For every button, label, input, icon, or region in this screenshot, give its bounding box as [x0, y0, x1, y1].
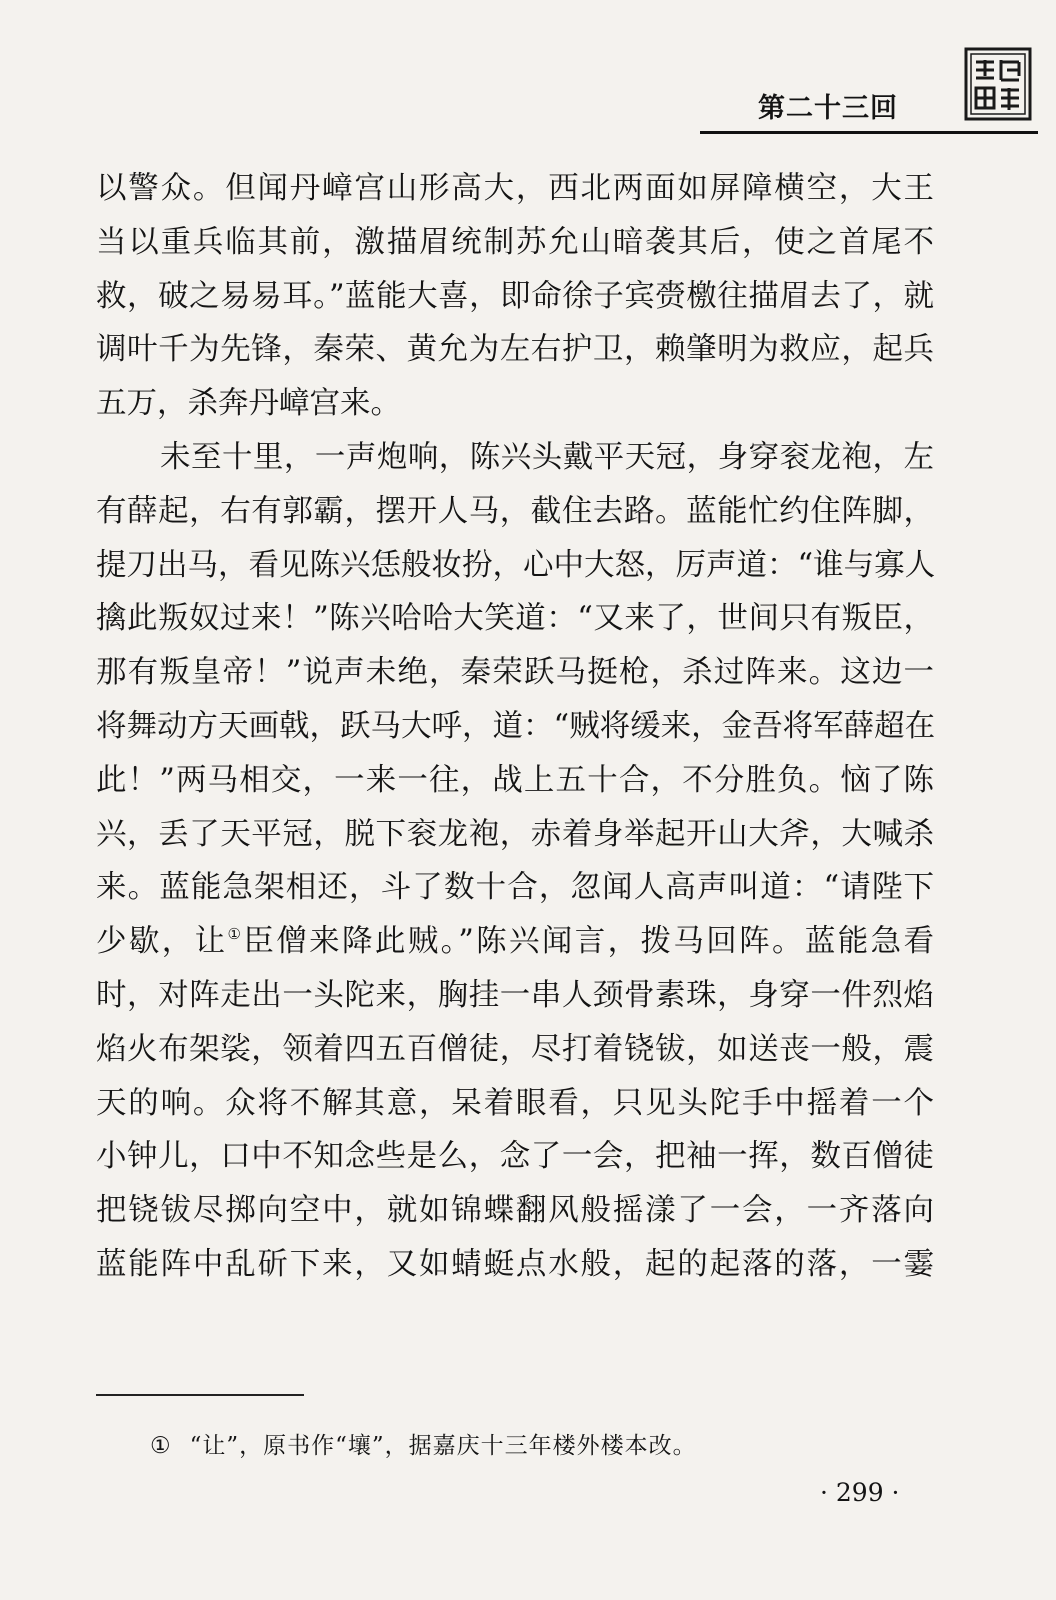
- chapter-header: 第二十三回: [758, 93, 898, 124]
- footnote: [150, 1427, 697, 1460]
- text-line: 提刀出马，看见陈兴恁般妆扮，心中大怒，厉声道：“谁与寡人: [96, 547, 936, 583]
- text-line-with-footnote: [96, 915, 934, 969]
- text-line: 那有叛皇帝！”说声未绝，秦荣跃马挺枪，杀过阵来。这边一: [96, 655, 934, 691]
- body-text: [96, 162, 934, 1292]
- text-line: 来。蓝能急架相还，斗了数十合，忽闻人高声叫道：“请陛下: [96, 870, 934, 906]
- text-line: 此！”两马相交，一来一往，战上五十合，不分胜负。恼了陈: [96, 762, 934, 798]
- seal-stamp-icon: [963, 46, 1033, 122]
- footnote-mark: ①: [150, 1433, 172, 1459]
- text-line: 时，对阵走出一头陀来，胸挂一串人颈骨素珠，身穿一件烈焰: [96, 977, 934, 1013]
- footnote-divider: [96, 1394, 304, 1396]
- footnote-reference[interactable]: ①: [227, 925, 244, 944]
- text-line: 未至十里，一声炮响，陈兴头戴平天冠，身穿衮龙袍，左: [160, 439, 934, 475]
- text-line: 当以重兵临其前，激描眉统制苏允山暗袭其后，使之首尾不: [96, 224, 934, 260]
- text-line: 焰火布架裟，领着四五百僧徒，尽打着铙钹，如送丧一般，震: [96, 1031, 934, 1067]
- page-number: · 299 ·: [820, 1478, 900, 1507]
- text-line: 兴，丢了天平冠，脱下衮龙袍，赤着身举起开山大斧，大喊杀: [96, 816, 934, 852]
- text-line: 将舞动方天画戟，跃马大呼，道：“贼将缓来，金吾将军薛超在: [96, 708, 936, 744]
- text-line: 把铙钹尽掷向空中，就如锦蝶翻风般摇漾了一会，一齐落向: [96, 1193, 934, 1229]
- header-rule: [700, 131, 1038, 134]
- text-line: 五万，杀奔丹嶂宫来。: [96, 386, 401, 422]
- text-line: 调叶千为先锋，秦荣、黄允为左右护卫，赖肇明为救应，起兵: [96, 332, 934, 368]
- text-line: 小钟儿，口中不知念些是么，念了一会，把袖一挥，数百僧徒: [96, 1139, 934, 1175]
- text-segment: 少歇，让: [96, 924, 228, 960]
- text-segment: 臣僧来降此贼。”陈兴闻言，拨马回阵。蓝能急看: [243, 924, 935, 960]
- text-line: 有薛起，右有郭霸，摆开人马，截住去路。蓝能忙约住阵脚，: [96, 493, 934, 529]
- text-line: 天的响。众将不解其意，呆着眼看，只见头陀手中摇着一个: [96, 1085, 934, 1121]
- footnote-text: “让”，原书作“壤”，据嘉庆十三年楼外楼本改。: [189, 1433, 697, 1459]
- text-line: 蓝能阵中乱斫下来，又如蜻蜓点水般，起的起落的落，一霎: [96, 1246, 934, 1282]
- text-line: 擒此叛奴过来！”陈兴哈哈大笑道：“又来了，世间只有叛臣，: [96, 601, 934, 637]
- text-line: 以警众。但闻丹嶂宫山形高大，西北两面如屏障横空，大王: [96, 171, 934, 206]
- text-line: 救，破之易易耳。”蓝能大喜，即命徐子宾赍檄往描眉去了，就: [96, 278, 934, 314]
